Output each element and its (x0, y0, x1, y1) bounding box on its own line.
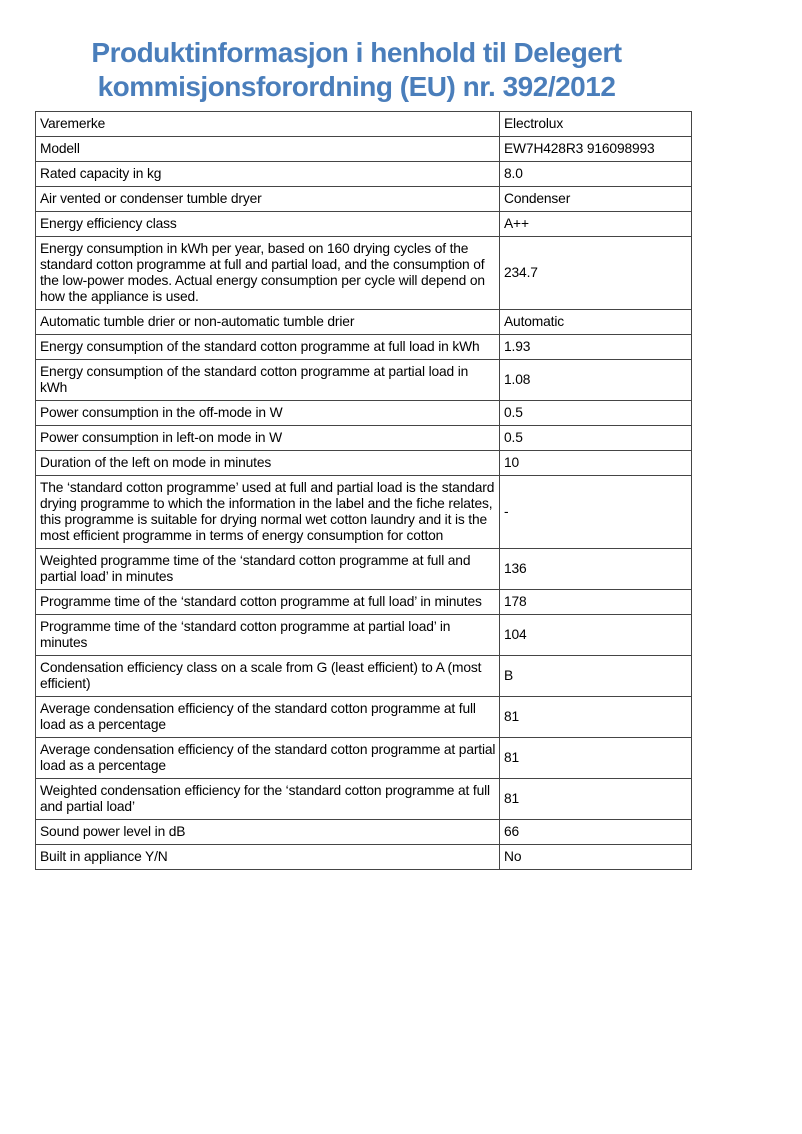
row-label: Power consumption in the off-mode in W (36, 401, 500, 426)
table-row (36, 162, 692, 187)
table-row (36, 237, 692, 310)
row-value: 0.5 (500, 426, 692, 451)
row-value: B (500, 656, 692, 697)
table-row (36, 112, 692, 137)
row-value: 10 (500, 451, 692, 476)
table-row (36, 590, 692, 615)
table-row (36, 426, 692, 451)
row-label: Condensation efficiency class on a scale from G (least efficient) to A (most efficient) (36, 656, 500, 697)
row-label: Programme time of the ‘standard cotton programme at full load’ in minutes (36, 590, 500, 615)
row-value: 81 (500, 779, 692, 820)
row-label: Varemerke (36, 112, 500, 137)
row-value: A++ (500, 212, 692, 237)
row-label: Weighted condensation efficiency for the ‘standard cotton programme at full and partial load’ (36, 779, 500, 820)
row-label: Sound power level in dB (36, 820, 500, 845)
row-label: The ‘standard cotton programme’ used at full and partial load is the standard drying programme to which the information in the label and the fiche relates, this programme is suitable for drying normal wet cotton laundry and it is the most efficient programme in terms of energy consumption for cotton (36, 476, 500, 549)
page-title-line1: Produktinformasjon i henhold til Delegert (91, 37, 622, 68)
table-row (36, 845, 692, 870)
page-title (35, 36, 678, 103)
table-row (36, 137, 692, 162)
page-title-line2: kommisjonsforordning (EU) nr. 392/2012 (97, 70, 616, 102)
table-row (36, 451, 692, 476)
row-value: 1.93 (500, 335, 692, 360)
table-row (36, 360, 692, 401)
row-label: Average condensation efficiency of the standard cotton programme at full load as a percentage (36, 697, 500, 738)
row-label: Energy efficiency class (36, 212, 500, 237)
table-row (36, 820, 692, 845)
table-row (36, 335, 692, 360)
row-value: 1.08 (500, 360, 692, 401)
row-value: 178 (500, 590, 692, 615)
row-label: Programme time of the ‘standard cotton programme at partial load’ in minutes (36, 615, 500, 656)
row-value: EW7H428R3 916098993 (500, 137, 692, 162)
table-row (36, 476, 692, 549)
row-value: Automatic (500, 310, 692, 335)
table-row (36, 310, 692, 335)
row-value: 104 (500, 615, 692, 656)
table-row (36, 401, 692, 426)
row-label: Average condensation efficiency of the standard cotton programme at partial load as a percentage (36, 738, 500, 779)
row-value: 81 (500, 738, 692, 779)
row-value: 234.7 (500, 237, 692, 310)
product-info-table-body (36, 112, 692, 870)
row-label: Air vented or condenser tumble dryer (36, 187, 500, 212)
table-row (36, 615, 692, 656)
row-value: 136 (500, 549, 692, 590)
table-row (36, 549, 692, 590)
table-row (36, 738, 692, 779)
table-row (36, 779, 692, 820)
table-row (36, 187, 692, 212)
row-value: 8.0 (500, 162, 692, 187)
row-label: Rated capacity in kg (36, 162, 500, 187)
row-label: Energy consumption of the standard cotton programme at full load in kWh (36, 335, 500, 360)
product-info-table (35, 111, 692, 870)
row-label: Duration of the left on mode in minutes (36, 451, 500, 476)
row-label: Modell (36, 137, 500, 162)
row-value: 0.5 (500, 401, 692, 426)
row-label: Weighted programme time of the ‘standard cotton programme at full and partial load’ in minutes (36, 549, 500, 590)
row-label: Built in appliance Y/N (36, 845, 500, 870)
row-label: Energy consumption of the standard cotton programme at partial load in kWh (36, 360, 500, 401)
row-value: Condenser (500, 187, 692, 212)
table-row (36, 212, 692, 237)
row-value: No (500, 845, 692, 870)
row-value: Electrolux (500, 112, 692, 137)
row-label: Power consumption in left-on mode in W (36, 426, 500, 451)
table-row (36, 697, 692, 738)
table-row (36, 656, 692, 697)
row-value: 81 (500, 697, 692, 738)
row-value: 66 (500, 820, 692, 845)
row-label: Energy consumption in kWh per year, based on 160 drying cycles of the standard cotton programme at full and partial load, and the consumption of the low-power modes. Actual energy consumption per cycle will depend on how the appliance is used. (36, 237, 500, 310)
row-value: - (500, 476, 692, 549)
row-label: Automatic tumble drier or non-automatic tumble drier (36, 310, 500, 335)
